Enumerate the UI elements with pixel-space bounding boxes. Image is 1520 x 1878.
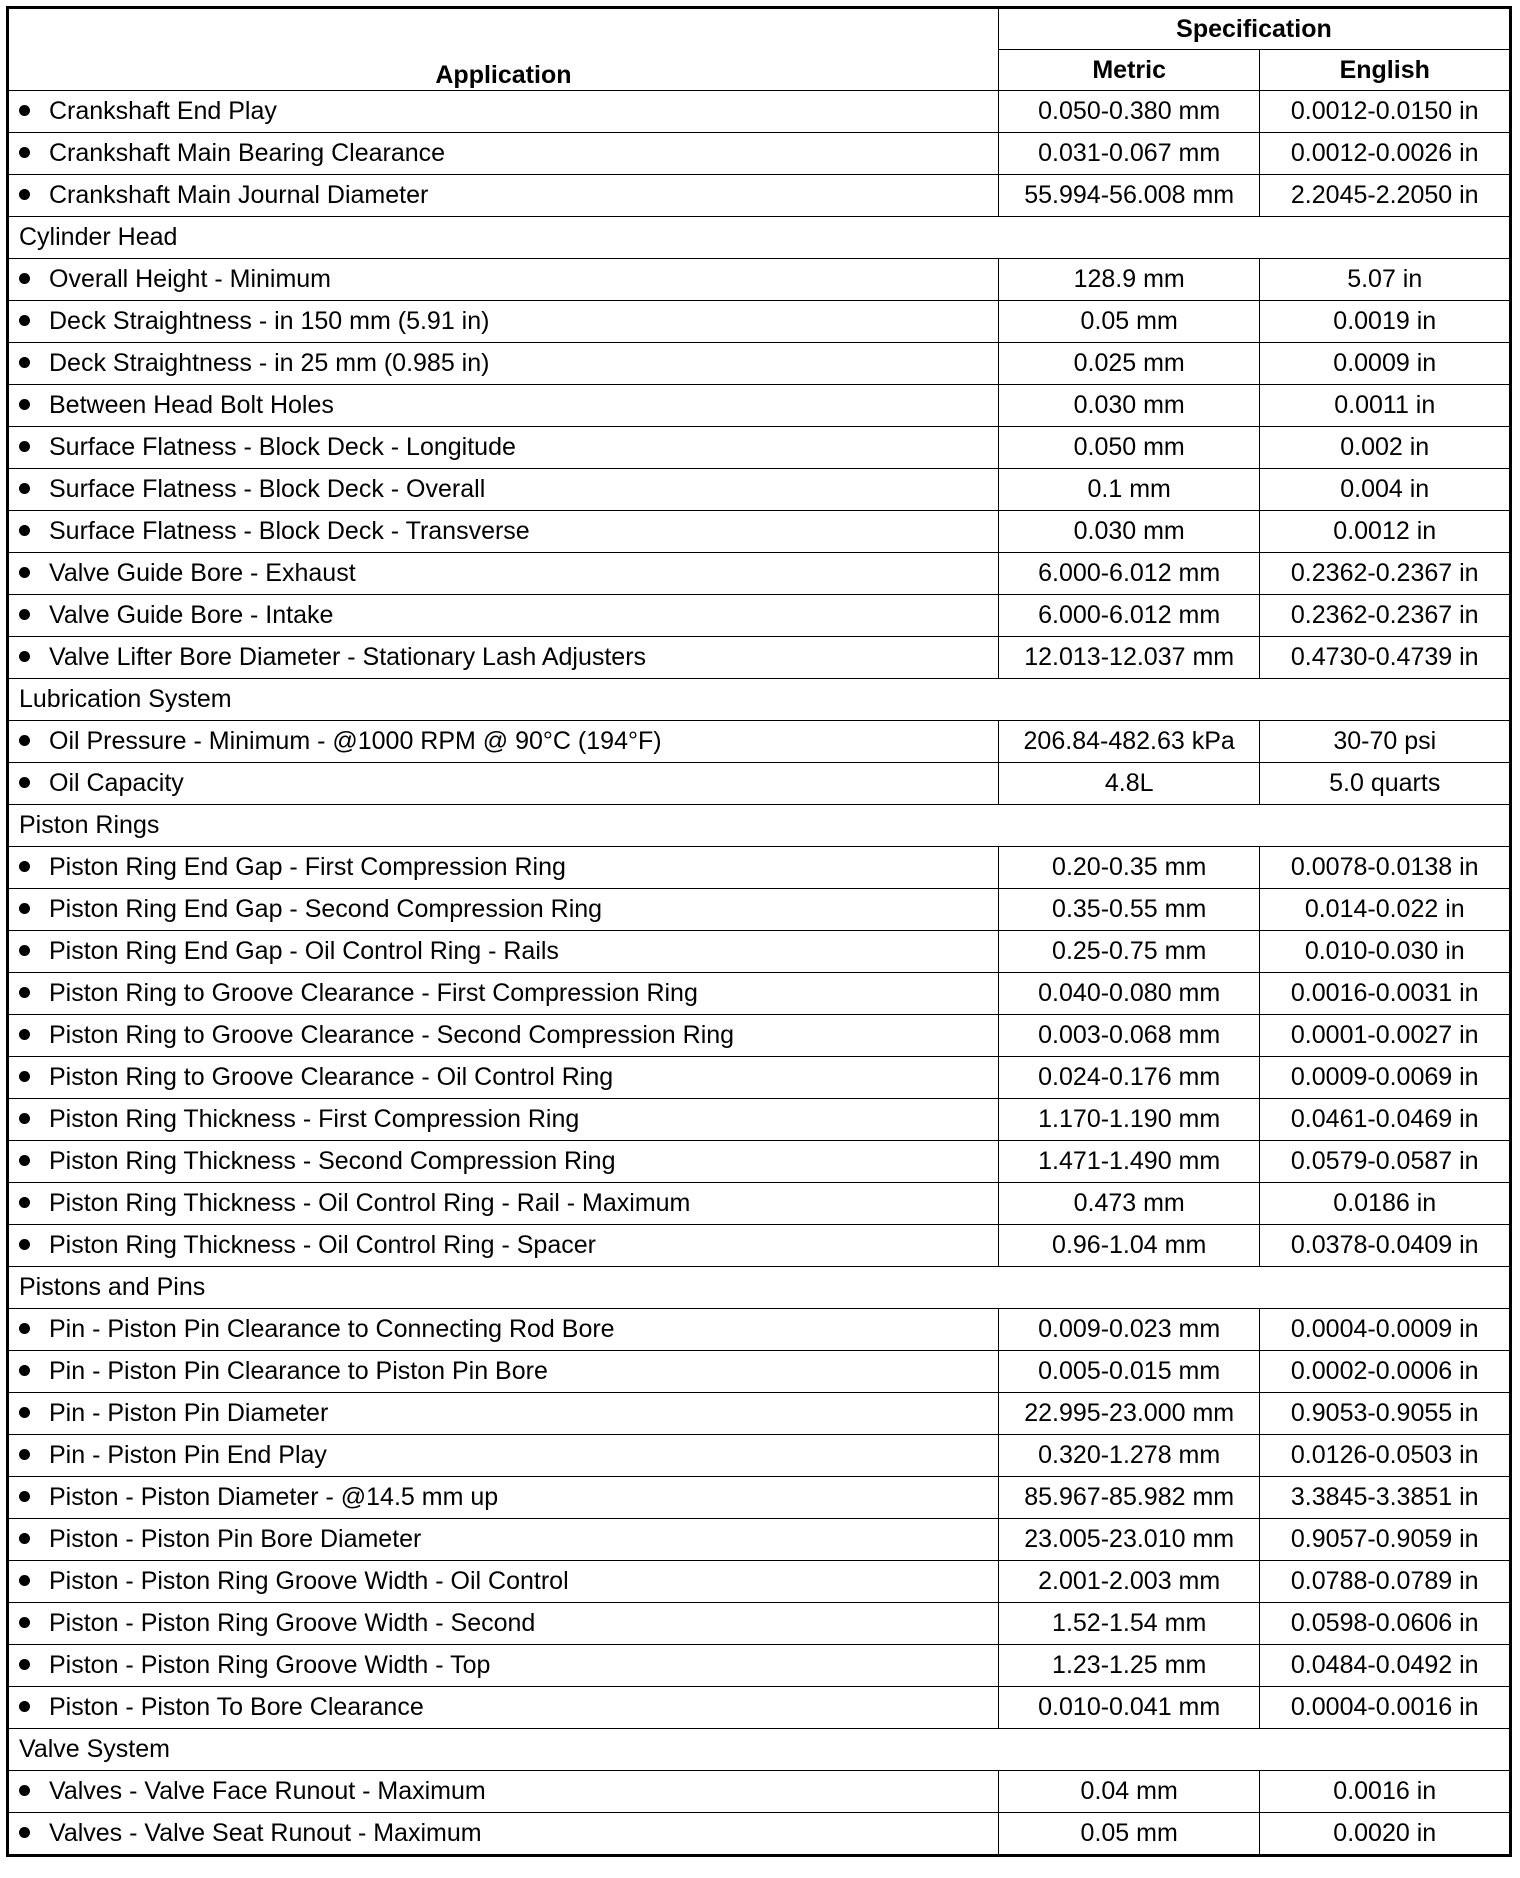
application-text: Valve Lifter Bore Diameter - Stationary Lash Adjusters [49, 643, 647, 671]
application-text: Surface Flatness - Block Deck - Overall [49, 475, 486, 503]
bullet-icon [19, 357, 30, 368]
application-text: Crankshaft Main Journal Diameter [49, 181, 429, 209]
section-row [8, 679, 1511, 721]
metric-value: 0.005-0.015 mm [998, 1351, 1260, 1393]
bullet-icon [19, 1155, 30, 1166]
specification-header: Specification [998, 8, 1510, 50]
english-value: 0.0004-0.0016 in [1260, 1687, 1511, 1729]
application-text: Between Head Bolt Holes [49, 391, 334, 419]
application-cell [8, 973, 999, 1015]
application-text: Piston Ring Thickness - Oil Control Ring - Spacer [49, 1231, 596, 1259]
application-text: Crankshaft Main Bearing Clearance [49, 139, 446, 167]
application-cell [8, 595, 999, 637]
specification-table [6, 6, 1512, 1857]
table-row [8, 1519, 1511, 1561]
table-row [8, 1183, 1511, 1225]
english-header: English [1260, 50, 1511, 91]
application-cell [8, 1099, 999, 1141]
english-value: 0.0579-0.0587 in [1260, 1141, 1511, 1183]
english-value: 3.3845-3.3851 in [1260, 1477, 1511, 1519]
header-row-top [8, 8, 1511, 50]
application-cell [8, 1183, 999, 1225]
table-row [8, 427, 1511, 469]
application-text: Piston Ring Thickness - Second Compression Ring [49, 1147, 616, 1175]
metric-value: 0.009-0.023 mm [998, 1309, 1260, 1351]
table-row [8, 259, 1511, 301]
application-cell [8, 1015, 999, 1057]
english-value: 0.9053-0.9055 in [1260, 1393, 1511, 1435]
application-text: Piston - Piston Ring Groove Width - Second [49, 1609, 536, 1637]
english-value: 0.0598-0.0606 in [1260, 1603, 1511, 1645]
table-row [8, 1477, 1511, 1519]
application-text: Surface Flatness - Block Deck - Transverse [49, 517, 530, 545]
english-value: 0.0078-0.0138 in [1260, 847, 1511, 889]
table-row [8, 847, 1511, 889]
metric-value: 0.025 mm [998, 343, 1260, 385]
application-text: Pin - Piston Pin Diameter [49, 1399, 329, 1427]
application-cell [8, 259, 999, 301]
english-value: 0.0002-0.0006 in [1260, 1351, 1511, 1393]
english-value: 0.0004-0.0009 in [1260, 1309, 1511, 1351]
section-label: Cylinder Head [8, 217, 1511, 259]
table-row [8, 973, 1511, 1015]
application-text: Piston - Piston To Bore Clearance [49, 1693, 424, 1721]
application-text: Oil Capacity [49, 769, 184, 797]
metric-header: Metric [998, 50, 1260, 91]
application-text: Valves - Valve Face Runout - Maximum [49, 1777, 486, 1805]
bullet-icon [19, 777, 30, 788]
metric-value: 0.031-0.067 mm [998, 133, 1260, 175]
bullet-icon [19, 861, 30, 872]
english-value: 0.0012-0.0150 in [1260, 91, 1511, 133]
bullet-icon [19, 105, 30, 116]
english-value: 0.0378-0.0409 in [1260, 1225, 1511, 1267]
metric-value: 128.9 mm [998, 259, 1260, 301]
english-value: 0.0016-0.0031 in [1260, 973, 1511, 1015]
table-row [8, 133, 1511, 175]
english-value: 0.0020 in [1260, 1813, 1511, 1856]
application-text: Piston - Piston Pin Bore Diameter [49, 1525, 422, 1553]
metric-value: 4.8L [998, 763, 1260, 805]
metric-value: 0.030 mm [998, 511, 1260, 553]
english-value: 0.0186 in [1260, 1183, 1511, 1225]
application-cell [8, 133, 999, 175]
bullet-icon [19, 1701, 30, 1712]
application-cell [8, 1435, 999, 1477]
table-row [8, 1057, 1511, 1099]
bullet-icon [19, 1239, 30, 1250]
metric-value: 2.001-2.003 mm [998, 1561, 1260, 1603]
application-cell [8, 637, 999, 679]
application-text: Piston Ring End Gap - First Compression Ring [49, 853, 566, 881]
metric-value: 0.050 mm [998, 427, 1260, 469]
english-value: 0.0484-0.0492 in [1260, 1645, 1511, 1687]
english-value: 0.0019 in [1260, 301, 1511, 343]
application-cell [8, 721, 999, 763]
application-text: Valve Guide Bore - Exhaust [49, 559, 356, 587]
application-text: Oil Pressure - Minimum - @1000 RPM @ 90°C (194°F) [49, 727, 662, 755]
metric-value: 1.170-1.190 mm [998, 1099, 1260, 1141]
application-cell [8, 1393, 999, 1435]
metric-value: 0.05 mm [998, 1813, 1260, 1856]
table-row [8, 511, 1511, 553]
metric-value: 23.005-23.010 mm [998, 1519, 1260, 1561]
metric-value: 0.25-0.75 mm [998, 931, 1260, 973]
section-label: Pistons and Pins [8, 1267, 1511, 1309]
table-row [8, 301, 1511, 343]
metric-value: 1.471-1.490 mm [998, 1141, 1260, 1183]
bullet-icon [19, 1113, 30, 1124]
metric-value: 0.003-0.068 mm [998, 1015, 1260, 1057]
application-text: Pin - Piston Pin Clearance to Piston Pin Bore [49, 1357, 548, 1385]
application-cell [8, 847, 999, 889]
table-row [8, 1687, 1511, 1729]
bullet-icon [19, 987, 30, 998]
application-cell [8, 301, 999, 343]
english-value: 2.2045-2.2050 in [1260, 175, 1511, 217]
english-value: 0.002 in [1260, 427, 1511, 469]
english-value: 0.0011 in [1260, 385, 1511, 427]
bullet-icon [19, 525, 30, 536]
table-row [8, 1015, 1511, 1057]
metric-value: 6.000-6.012 mm [998, 595, 1260, 637]
application-cell [8, 763, 999, 805]
bullet-icon [19, 1197, 30, 1208]
english-value: 5.0 quarts [1260, 763, 1511, 805]
table-row [8, 1645, 1511, 1687]
bullet-icon [19, 441, 30, 452]
section-row [8, 805, 1511, 847]
bullet-icon [19, 1533, 30, 1544]
bullet-icon [19, 315, 30, 326]
table-row [8, 385, 1511, 427]
bullet-icon [19, 1365, 30, 1376]
table-row [8, 469, 1511, 511]
application-text: Piston - Piston Ring Groove Width - Top [49, 1651, 491, 1679]
application-text: Pin - Piston Pin Clearance to Connecting Rod Bore [49, 1315, 615, 1343]
english-value: 5.07 in [1260, 259, 1511, 301]
bullet-icon [19, 903, 30, 914]
table-row [8, 763, 1511, 805]
section-label: Valve System [8, 1729, 1511, 1771]
application-cell [8, 553, 999, 595]
application-text: Piston - Piston Ring Groove Width - Oil Control [49, 1567, 569, 1595]
english-value: 0.0009 in [1260, 343, 1511, 385]
application-text: Valves - Valve Seat Runout - Maximum [49, 1819, 482, 1847]
application-cell [8, 1309, 999, 1351]
english-value: 0.0016 in [1260, 1771, 1511, 1813]
application-cell [8, 343, 999, 385]
bullet-icon [19, 945, 30, 956]
section-row [8, 1267, 1511, 1309]
table-row [8, 1771, 1511, 1813]
bullet-icon [19, 273, 30, 284]
application-text: Deck Straightness - in 150 mm (5.91 in) [49, 307, 490, 335]
application-text: Pin - Piston Pin End Play [49, 1441, 327, 1469]
bullet-icon [19, 651, 30, 662]
table-row [8, 175, 1511, 217]
application-cell [8, 1519, 999, 1561]
application-text: Piston - Piston Diameter - @14.5 mm up [49, 1483, 499, 1511]
bullet-icon [19, 1071, 30, 1082]
english-value: 0.2362-0.2367 in [1260, 595, 1511, 637]
metric-value: 85.967-85.982 mm [998, 1477, 1260, 1519]
table-row [8, 721, 1511, 763]
metric-value: 1.52-1.54 mm [998, 1603, 1260, 1645]
table-row [8, 553, 1511, 595]
bullet-icon [19, 1449, 30, 1460]
bullet-icon [19, 1827, 30, 1838]
application-cell [8, 889, 999, 931]
application-text: Piston Ring to Groove Clearance - First Compression Ring [49, 979, 698, 1007]
table-body [8, 91, 1511, 1856]
bullet-icon [19, 735, 30, 746]
metric-value: 0.20-0.35 mm [998, 847, 1260, 889]
application-cell [8, 427, 999, 469]
bullet-icon [19, 1575, 30, 1586]
application-cell [8, 175, 999, 217]
table-row [8, 1603, 1511, 1645]
application-text: Valve Guide Bore - Intake [49, 601, 334, 629]
english-value: 0.0461-0.0469 in [1260, 1099, 1511, 1141]
application-text: Deck Straightness - in 25 mm (0.985 in) [49, 349, 490, 377]
application-text: Piston Ring Thickness - Oil Control Ring - Rail - Maximum [49, 1189, 691, 1217]
english-value: 0.0012 in [1260, 511, 1511, 553]
english-value: 0.014-0.022 in [1260, 889, 1511, 931]
metric-value: 0.010-0.041 mm [998, 1687, 1260, 1729]
section-row [8, 1729, 1511, 1771]
application-cell [8, 1687, 999, 1729]
bullet-icon [19, 1407, 30, 1418]
bullet-icon [19, 567, 30, 578]
table-row [8, 889, 1511, 931]
section-label: Piston Rings [8, 805, 1511, 847]
application-header: Application [8, 8, 999, 91]
application-cell [8, 511, 999, 553]
application-text: Piston Ring to Groove Clearance - Second Compression Ring [49, 1021, 735, 1049]
metric-value: 0.320-1.278 mm [998, 1435, 1260, 1477]
application-text: Piston Ring to Groove Clearance - Oil Control Ring [49, 1063, 614, 1091]
application-cell [8, 1351, 999, 1393]
application-text: Piston Ring Thickness - First Compression Ring [49, 1105, 580, 1133]
application-cell [8, 1057, 999, 1099]
english-value: 0.0001-0.0027 in [1260, 1015, 1511, 1057]
table-row [8, 931, 1511, 973]
table-row [8, 1813, 1511, 1856]
bullet-icon [19, 609, 30, 620]
english-value: 0.4730-0.4739 in [1260, 637, 1511, 679]
application-cell [8, 1225, 999, 1267]
table-row [8, 1099, 1511, 1141]
application-cell [8, 91, 999, 133]
metric-value: 0.04 mm [998, 1771, 1260, 1813]
table-row [8, 1309, 1511, 1351]
metric-value: 0.040-0.080 mm [998, 973, 1260, 1015]
bullet-icon [19, 147, 30, 158]
bullet-icon [19, 1617, 30, 1628]
table-row [8, 1435, 1511, 1477]
english-value: 0.2362-0.2367 in [1260, 553, 1511, 595]
application-cell [8, 1771, 999, 1813]
english-value: 0.0788-0.0789 in [1260, 1561, 1511, 1603]
application-text: Crankshaft End Play [49, 97, 277, 125]
table-row [8, 637, 1511, 679]
table-row [8, 1141, 1511, 1183]
application-text: Overall Height - Minimum [49, 265, 332, 293]
section-row [8, 217, 1511, 259]
english-value: 0.0012-0.0026 in [1260, 133, 1511, 175]
bullet-icon [19, 483, 30, 494]
application-cell [8, 1477, 999, 1519]
application-cell [8, 1603, 999, 1645]
english-value: 0.0009-0.0069 in [1260, 1057, 1511, 1099]
metric-value: 0.96-1.04 mm [998, 1225, 1260, 1267]
metric-value: 1.23-1.25 mm [998, 1645, 1260, 1687]
bullet-icon [19, 1029, 30, 1040]
metric-value: 206.84-482.63 kPa [998, 721, 1260, 763]
table-row [8, 1225, 1511, 1267]
metric-value: 6.000-6.012 mm [998, 553, 1260, 595]
table-row [8, 1393, 1511, 1435]
application-cell [8, 1813, 999, 1856]
metric-value: 0.050-0.380 mm [998, 91, 1260, 133]
application-cell [8, 1141, 999, 1183]
english-value: 30-70 psi [1260, 721, 1511, 763]
bullet-icon [19, 189, 30, 200]
metric-value: 0.030 mm [998, 385, 1260, 427]
metric-value: 0.024-0.176 mm [998, 1057, 1260, 1099]
bullet-icon [19, 1659, 30, 1670]
metric-value: 22.995-23.000 mm [998, 1393, 1260, 1435]
application-cell [8, 385, 999, 427]
metric-value: 12.013-12.037 mm [998, 637, 1260, 679]
application-cell [8, 1645, 999, 1687]
metric-value: 0.1 mm [998, 469, 1260, 511]
table-row [8, 1351, 1511, 1393]
metric-value: 0.473 mm [998, 1183, 1260, 1225]
application-text: Surface Flatness - Block Deck - Longitude [49, 433, 516, 461]
table-row [8, 1561, 1511, 1603]
section-label: Lubrication System [8, 679, 1511, 721]
metric-value: 55.994-56.008 mm [998, 175, 1260, 217]
english-value: 0.004 in [1260, 469, 1511, 511]
application-text: Piston Ring End Gap - Oil Control Ring - Rails [49, 937, 559, 965]
metric-value: 0.35-0.55 mm [998, 889, 1260, 931]
application-cell [8, 931, 999, 973]
bullet-icon [19, 399, 30, 410]
english-value: 0.9057-0.9059 in [1260, 1519, 1511, 1561]
english-value: 0.010-0.030 in [1260, 931, 1511, 973]
application-cell [8, 469, 999, 511]
table-row [8, 343, 1511, 385]
bullet-icon [19, 1785, 30, 1796]
bullet-icon [19, 1323, 30, 1334]
metric-value: 0.05 mm [998, 301, 1260, 343]
english-value: 0.0126-0.0503 in [1260, 1435, 1511, 1477]
table-row [8, 595, 1511, 637]
application-text: Piston Ring End Gap - Second Compression Ring [49, 895, 603, 923]
table-row [8, 91, 1511, 133]
application-cell [8, 1561, 999, 1603]
bullet-icon [19, 1491, 30, 1502]
